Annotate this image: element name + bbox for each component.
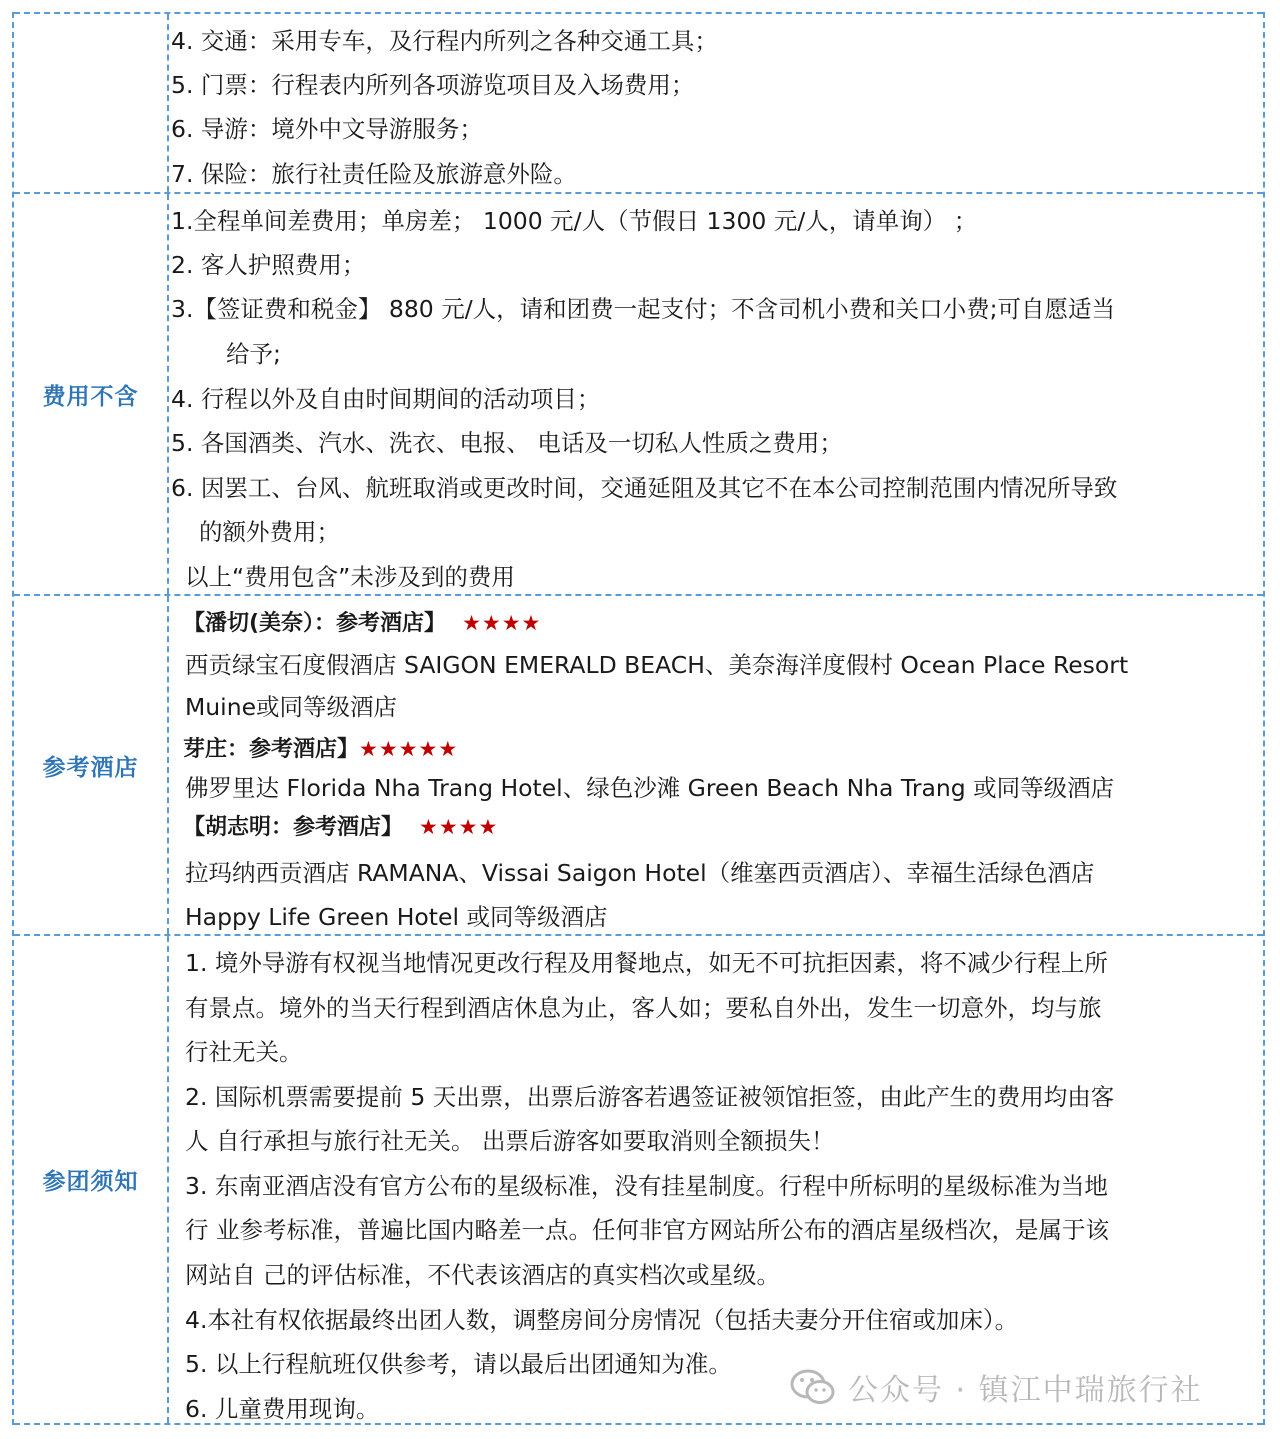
star-rating: ★★★★ bbox=[419, 815, 499, 839]
star-rating: ★★★★★ bbox=[359, 737, 459, 761]
row-label-cell bbox=[14, 14, 169, 192]
note-line: 网站自 己的评估标准，不代表该酒店的真实档次或星级。 bbox=[185, 1261, 780, 1289]
note-line: 6. 儿童费用现询。 bbox=[185, 1395, 380, 1423]
fee-item: 5. 各国酒类、汽水、洗衣、电报、 电话及一切私人性质之费用； bbox=[171, 429, 843, 457]
note-line: 2. 国际机票需要提前 5 天出票，出票后游客若遇签证被领馆拒签，由此产生的费用均由客 bbox=[185, 1083, 1115, 1111]
wechat-icon bbox=[790, 1368, 836, 1406]
row-fees-excluded bbox=[14, 192, 1263, 594]
hotel-heading bbox=[183, 608, 541, 639]
fee-item: 5. 门票：行程表内所列各项游览项目及入场费用； bbox=[171, 71, 695, 99]
fee-item: 1.全程单间差费用；单房差； 1000 元/人（节假日 1300 元/人，请单询） ； bbox=[171, 207, 978, 235]
hotel-heading-text: 【潘切(美奈）：参考酒店】 bbox=[183, 611, 447, 636]
fee-item: 4. 交通：采用专车，及行程内所列之各种交通工具； bbox=[171, 27, 718, 55]
row-fees-included-continued bbox=[14, 12, 1263, 192]
star-rating: ★★★★ bbox=[462, 611, 542, 635]
hotel-heading-text: 芽庄：参考酒店】 bbox=[183, 737, 360, 762]
row-label-hotels: 参考酒店 bbox=[14, 596, 169, 934]
row-label-fees-excluded: 费用不含 bbox=[14, 194, 169, 594]
fee-item: 4. 行程以外及自由时间期间的活动项目； bbox=[171, 385, 601, 413]
fee-item: 6. 因罢工、台风、航班取消或更改时间，交通延阻及其它不在本公司控制范围内情况所导致 bbox=[171, 474, 1118, 502]
hotel-heading-text: 【胡志明：参考酒店】 bbox=[183, 815, 404, 840]
note-line: 1. 境外导游有权视当地情况更改行程及用餐地点，如无不可抗拒因素，将不减少行程上所 bbox=[185, 949, 1108, 977]
fee-item: 以上“费用包含”未涉及到的费用 bbox=[185, 563, 515, 591]
note-line: 有景点。境外的当天行程到酒店休息为止，客人如；要私自外出，发生一切意外，均与旅 bbox=[185, 994, 1102, 1022]
row-hotels bbox=[14, 594, 1263, 934]
hotel-heading bbox=[183, 812, 498, 843]
fee-item: 3.【签证费和税金】 880 元/人，请和团费一起支付；不含司机小费和关口小费;可自愿适当 bbox=[171, 295, 1116, 323]
row-content-cell bbox=[171, 194, 1263, 594]
wechat-watermark bbox=[790, 1365, 1203, 1409]
hotel-heading bbox=[183, 734, 458, 765]
info-table bbox=[12, 12, 1265, 1425]
hotel-line: 西贡绿宝石度假酒店 SAIGON EMERALD BEACH、美奈海洋度假村 Ocean Place Resort bbox=[185, 651, 1129, 679]
hotel-line: 佛罗里达 Florida Nha Trang Hotel、绿色沙滩 Green Beach Nha Trang 或同等级酒店 bbox=[185, 774, 1115, 802]
fee-item: 给予; bbox=[226, 340, 281, 368]
note-line: 行社无关。 bbox=[185, 1038, 303, 1066]
fee-item: 的额外费用； bbox=[199, 518, 340, 546]
row-content-cell bbox=[171, 936, 1263, 1423]
row-content-cell bbox=[171, 14, 1263, 192]
fee-item: 7. 保险：旅行社责任险及旅游意外险。 bbox=[171, 160, 577, 188]
note-line: 5. 以上行程航班仅供参考，请以最后出团通知为准。 bbox=[185, 1350, 732, 1378]
row-label-group-notes: 参团须知 bbox=[14, 936, 169, 1423]
watermark-text: 公众号 · 镇江中瑞旅行社 bbox=[848, 1373, 1203, 1408]
hotel-line: Happy Life Green Hotel 或同等级酒店 bbox=[185, 903, 608, 931]
note-line: 4.本社有权依据最终出团人数，调整房间分房情况（包括夫妻分开住宿或加床）。 bbox=[185, 1306, 1019, 1334]
fee-item: 2. 客人护照费用； bbox=[171, 251, 366, 279]
hotel-line: 拉玛纳西贡酒店 RAMANA、Vissai Saigon Hotel（维塞西贡酒店）、幸福生活绿色酒店 bbox=[185, 859, 1095, 887]
note-line: 人 自行承担与旅行社无关。 出票后游客如要取消则全额损失！ bbox=[185, 1127, 835, 1155]
row-content-cell bbox=[171, 596, 1263, 934]
row-group-notes bbox=[14, 934, 1263, 1425]
note-line: 3. 东南亚酒店没有官方公布的星级标准，没有挂星制度。行程中所标明的星级标准为当地 bbox=[185, 1172, 1108, 1200]
hotel-line: Muine或同等级酒店 bbox=[185, 693, 398, 721]
note-line: 行 业参考标准，普遍比国内略差一点。任何非官方网站所公布的酒店星级档次，是属于该 bbox=[185, 1216, 1109, 1244]
fee-item: 6. 导游：境外中文导游服务； bbox=[171, 115, 483, 143]
